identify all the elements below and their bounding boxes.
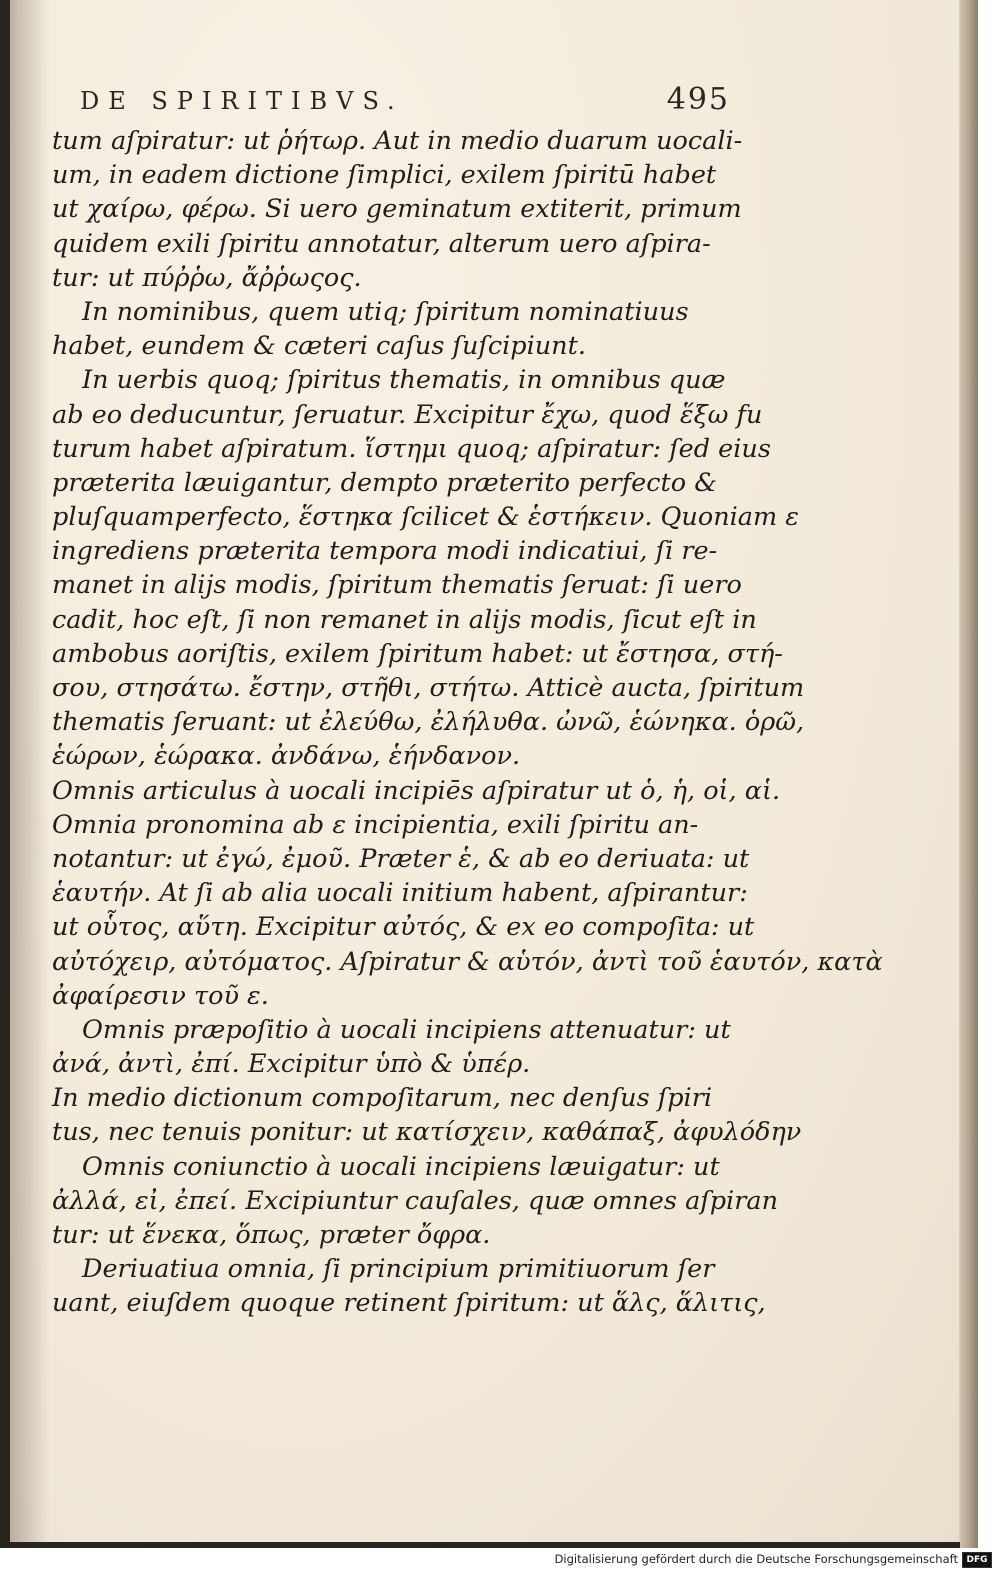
text-line: tum aſpiratur: ut ῥήτωρ. Aut in medio duarum uocali- bbox=[52, 126, 743, 156]
running-head: DE SPIRITIBVS. bbox=[80, 87, 404, 115]
text-line: tur: ut πύῤῥω, ἄῤῥωςος. bbox=[52, 262, 362, 293]
page-edge bbox=[960, 0, 978, 1548]
text-line: cadit, hoc eſt, ſi non remanet in alijs modis, ſicut eſt in bbox=[52, 604, 757, 635]
text-line: uant, eiuſdem quoque retinent ſpiritum: ut ἅλς, ἅλιτις, bbox=[52, 1288, 766, 1319]
text-line: αὐτόχειρ, αὐτόματος. Aſpiratur & αὑτόν, ἀντὶ τοῦ ἑαυτόν, κατὰ bbox=[52, 946, 883, 977]
text-line: In uerbis quoq; ſpiritus thematis, in omnibus quæ bbox=[82, 365, 726, 396]
dfg-logo: DFG bbox=[962, 1552, 992, 1568]
text-line: ut οὗτος, αὕτη. Excipitur αὐτός, & ex eo compoſita: ut bbox=[52, 912, 755, 943]
text-line: In medio dictionum compoſitarum, nec denſus ſpiri bbox=[52, 1083, 713, 1114]
text-line: turum habet aſpiratum. ἵστημι quoq; aſpiratur: ſed eius bbox=[52, 433, 771, 464]
text-line: ἀλλά, εἰ, ἐπεί. Excipiuntur cauſales, quæ omnes aſpiran bbox=[52, 1185, 779, 1216]
page-number: 495 bbox=[666, 82, 730, 117]
text-line: notantur: ut ἐγώ, ἐμοῦ. Præter ἑ, & ab eo deriuata: ut bbox=[52, 843, 750, 874]
text-line: thematis ſeruant: ut ἐλεύθω, ἐλήλυθα. ὠνῶ, ἑώνηκα. ὁρῶ, bbox=[52, 707, 805, 738]
text-line: ut χαίρω, φέρω. Si uero geminatum extiterit, primum bbox=[52, 194, 742, 225]
text-line: ἑώρων, ἑώρακα. ἀνδάνω, ἑήνδανον. bbox=[52, 741, 521, 772]
text-line: σου, στησάτω. ἔστην, στῆθι, στήτω. Atticè aucta, ſpiritum bbox=[52, 673, 805, 703]
text-line: manet in alijs modis, ſpiritum thematis ſeruat: ſi uero bbox=[52, 570, 742, 601]
text-line: Omnis præpoſitio à uocali incipiens attenuatur: ut bbox=[82, 1014, 731, 1045]
text-line: tur: ut ἕνεκα, ὅπως, præter ὄφρα. bbox=[52, 1220, 491, 1250]
text-line: In nominibus, quem utiq; ſpiritum nominatiuus bbox=[82, 296, 689, 327]
body-text bbox=[52, 124, 883, 1321]
text-line: Deriuatiua omnia, ſi principium primitiuorum ſer bbox=[82, 1254, 715, 1285]
text-line: præterita læuigantur, dempto præterito perfecto & bbox=[52, 467, 717, 498]
text-line: ἀνά, ἀντὶ, ἐπί. Excipitur ὑπὸ & ὑπέρ. bbox=[52, 1049, 531, 1080]
text-line: ἀφαίρεσιν τοῦ ε. bbox=[52, 980, 269, 1011]
text-line: ambobus aoriſtis, exilem ſpiritum habet: ut ἔστησα, στή- bbox=[52, 638, 783, 669]
digitization-credit: Digitalisierung gefördert durch die Deutsche Forschungsgemeinschaft bbox=[554, 1552, 958, 1566]
text-line: ingrediens præterita tempora modi indicatiui, ſi re- bbox=[52, 536, 718, 567]
page-header bbox=[80, 82, 730, 117]
text-line: ἑαυτήν. At ſi ab alia uocali initium habent, aſpirantur: bbox=[52, 878, 748, 909]
text-line: um, in eadem dictione ſimplici, exilem ſpiritū habet bbox=[52, 160, 717, 191]
text-line: ab eo deducuntur, ſeruatur. Excipitur ἔχω, quod ἕξω fu bbox=[52, 399, 763, 430]
text-line: Omnis coniunctio à uocali incipiens læuigatur: ut bbox=[82, 1151, 720, 1182]
text-line: Omnis articulus à uocali incipiēs aſpiratur ut ὁ, ἡ, οἱ, αἱ. bbox=[52, 775, 781, 806]
text-line: tus, nec tenuis ponitur: ut κατίσχειν, καθάπαξ, ἀφυλόδην bbox=[52, 1117, 802, 1148]
text-line: quidem exili ſpiritu annotatur, alterum uero aſpira- bbox=[52, 228, 711, 259]
text-line: habet, eundem & cæteri caſus ſuſcipiunt. bbox=[52, 331, 586, 362]
text-line: Omnia pronomina ab ε incipientia, exili ſpiritu an- bbox=[52, 809, 699, 840]
gutter-shadow bbox=[10, 0, 50, 1542]
text-line: pluſquamperfecto, ἕστηκα ſcilicet & ἑστήκειν. Quoniam ε bbox=[52, 502, 799, 533]
